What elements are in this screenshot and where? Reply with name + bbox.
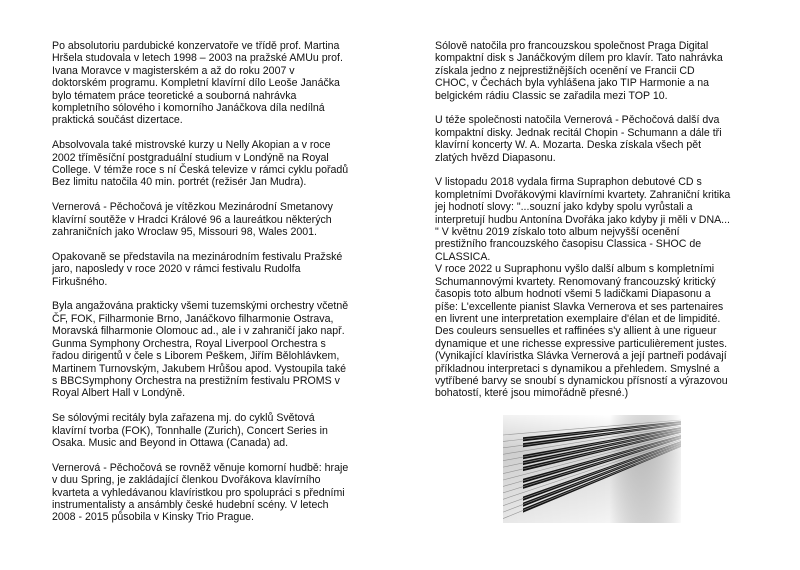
paragraph: Opakovaně se představila na mezinárodním festivalu Pražské jaro, naposledy v roce 2020 v rámci festivalu Rudolfa Firkušného.	[52, 250, 343, 288]
paragraph: Vernerová - Pěchočová se rovněž věnuje komorní hudbě: hraje v duu Spring, je zakládající členkou Dvořákova klavírního kvarteta a vyhledávanou klavíristkou pro spolupráci s předními instrumentalisty a ansámbly české hudební scény. V letech 2008 - 2015 působila v Kinsky Trio Prague.	[52, 461, 349, 524]
paragraph: Byla angažována prakticky všemi tuzemskými orchestry včetně ČF, FOK, Filharmonie Brno, Janáčkovo filharmonie Ostrava, Moravská filharmonie Olomouc ad., ale i v zahraničí jako např. Gunma Symphony Orchestra, Royal Liverpool Orchestra s řadou dirigentů v čele s Liborem Peškem, Jiřím Bělohlávkem, Martinem Turnovským, Jakubem Hrůšou apod. Vystoupila také s BBCSymphony Orchestra na prestižním festivalu PROMS v Royal Albert Hall v Londýně.	[52, 300, 349, 400]
paragraph: Se sólovými recitály byla zařazena mj. do cyklů Světová klavírní tvorba (FOK), Tonnhalle (Zurich), Concert Series in Osaka. Music and Beyond in Ottawa (Canada) ad.	[52, 412, 328, 449]
piano-keys-icon	[503, 415, 681, 523]
paragraph: Sólově natočila pro francouzskou společnost Praga Digital kompaktní disk s Janáčkovým dílem pro klavír. Tato nahrávka získala jedno z nejprestižnějších ocenění ve Francii CD CHOC, v Čechách byla vyhlášena jako TIP Harmonie a na belgickém rádiu Classic se zařadila mezi TOP 10.	[435, 40, 723, 102]
paragraph: Vernerová - Pěchočová je vítězkou Mezinárodní Smetanovy klavírní soutěže v Hradci Králové 96 a laureátkou některých zahraničních jako Wroclaw 95, Missouri 98, Wales 2001.	[52, 201, 333, 239]
left-text-column	[52, 40, 392, 536]
paragraph: Absolvovala také mistrovské kurzy u Nelly Akopian a v roce 2002 tříměsíční postgraduální studium v Londýně na Royal College. V témže roce s ní Česká televize v rámci cyklu pořadů Bez limitu natočila 40 min. portrét (režisér Jan Mudra).	[52, 139, 349, 189]
piano-keys-photo	[503, 415, 681, 523]
paragraph: U téže společnosti natočila Vernerová - Pěchočová další dva kompaktní disky. Jednak recitál Chopin - Schumann a dále tři klavírní koncerty W. A. Mozarta. Deska získala všech pět zlatých hvězd Diapasonu.	[435, 114, 722, 164]
paragraph: Po absolutoriu pardubické konzervatoře ve třídě prof. Martina Hršela studovala v letech 1998 – 2003 na pražské AMUu prof. Ivana Moravce v magisterském a až do roku 2007 v doktorském programu. Kompletní klavírní dílo Leoše Janáčka bylo tématem práce teoretické a souborná nahrávka kompletního sólového i komorního Janáčkova díla nedílná praktická součást dizertace.	[52, 40, 343, 127]
paragraph: V listopadu 2018 vydala firma Supraphon debutové CD s kompletními Dvořákovými klavírními kvartety. Zahraniční kritika jej hodnotí slovy: "...souzní jako kdyby spolu vyrůstali a interpretují hudbu Antonína Dvořáka jako kdyby ji měli v DNA... " V květnu 2019 získalo toto album nejvyšší ocenění prestižního francouzského časopisu Classica - SHOC de CLASSICA. V roce 2022 u Supraphonu vyšlo další album s kompletními Schumannovými kvartety. Renomovaný francouzský kritický časopis toto album hodnotí všemi 5 ladičkami Diapasonu a píše: L'excellente pianist Slavka Vernerova et ses partenaires en livrent une interpretation exemplaire d'élan et de limpidité. Des couleurs sensuelles et raffinées s'y allient à une rigueur dynamique et une richesse expressive particulièrement justes. (Vynikající klavíristka Slávka Vernerová a její partneři podávají příkladnou interpretaci s dynamikou a přehledem. Smyslné a vytříbené barvy se snoubí s dynamickou přísností a výrazovou bohatostí, které jsou mimořádně přesné.)	[435, 176, 731, 400]
right-text-column	[435, 40, 765, 412]
